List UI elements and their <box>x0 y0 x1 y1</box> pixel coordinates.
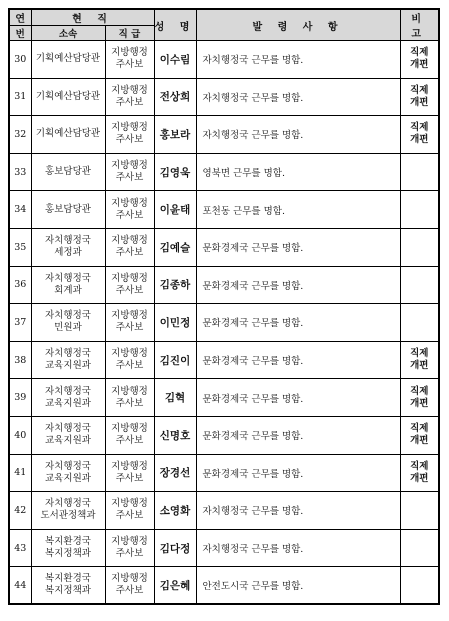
dept-line: 홍보담당관 <box>45 203 91 215</box>
dept-line: 도서관정책과 <box>40 510 96 522</box>
note-line: 직제 <box>410 460 429 472</box>
row-number: 32 <box>9 116 31 154</box>
row-note <box>400 78 439 116</box>
table-row <box>9 266 439 304</box>
header-name: 성 명 <box>154 9 196 41</box>
row-department <box>31 379 105 417</box>
note-line: 직제 <box>410 348 429 360</box>
grade-line: 지방행정 <box>111 423 148 435</box>
row-number: 34 <box>9 191 31 229</box>
dept-line: 복지정책과 <box>45 585 91 597</box>
table-row <box>9 454 439 492</box>
row-order: 자치행정국 근무를 명함. <box>196 492 400 530</box>
row-name: 김은혜 <box>154 567 196 605</box>
header-num-bottom: 번 <box>9 26 31 41</box>
dept-line: 자치행정국 <box>45 498 91 510</box>
grade-line: 주사보 <box>115 397 144 409</box>
row-grade <box>105 454 154 492</box>
grade-line: 지방행정 <box>111 122 148 134</box>
row-grade <box>105 228 154 266</box>
note-line: 개편 <box>410 472 429 484</box>
grade-line: 주사보 <box>115 510 144 522</box>
grade-line: 지방행정 <box>111 310 148 322</box>
dept-line: 복지환경국 <box>45 536 91 548</box>
row-name: 이민정 <box>154 304 196 342</box>
row-number: 43 <box>9 529 31 567</box>
note-line: 개편 <box>410 134 429 146</box>
row-name: 신명호 <box>154 416 196 454</box>
row-order: 문화경제국 근무를 명함. <box>196 266 400 304</box>
note-line: 직제 <box>410 122 429 134</box>
row-note <box>400 191 439 229</box>
table-row <box>9 191 439 229</box>
row-name: 이윤태 <box>154 191 196 229</box>
grade-line: 지방행정 <box>111 348 148 360</box>
row-department <box>31 529 105 567</box>
row-name: 김종하 <box>154 266 196 304</box>
row-number: 39 <box>9 379 31 417</box>
row-grade <box>105 191 154 229</box>
header-order: 발 령 사 항 <box>196 9 400 41</box>
table-row <box>9 228 439 266</box>
row-department <box>31 266 105 304</box>
table-header <box>9 9 439 41</box>
dept-line: 자치행정국 <box>45 460 91 472</box>
table-row <box>9 529 439 567</box>
row-order: 자치행정국 근무를 명함. <box>196 78 400 116</box>
row-number: 44 <box>9 567 31 605</box>
row-department <box>31 567 105 605</box>
table-row <box>9 153 439 191</box>
row-name: 김혁 <box>154 379 196 417</box>
note-line: 개편 <box>410 397 429 409</box>
table-row <box>9 341 439 379</box>
dept-line: 자치행정국 <box>45 385 91 397</box>
row-note <box>400 266 439 304</box>
note-line: 직제 <box>410 423 429 435</box>
row-grade <box>105 153 154 191</box>
row-grade <box>105 78 154 116</box>
table-row <box>9 116 439 154</box>
dept-line: 교육지원과 <box>45 472 91 484</box>
dept-line: 자치행정국 <box>45 272 91 284</box>
row-note <box>400 228 439 266</box>
grade-line: 지방행정 <box>111 498 148 510</box>
header-note: 비 고 <box>400 9 439 41</box>
row-name: 김영욱 <box>154 153 196 191</box>
row-department <box>31 116 105 154</box>
note-line: 개편 <box>410 360 429 372</box>
row-name: 전상희 <box>154 78 196 116</box>
grade-line: 주사보 <box>115 548 144 560</box>
row-order: 영북면 근무를 명함. <box>196 153 400 191</box>
dept-line: 기획예산담당관 <box>35 90 101 102</box>
row-department <box>31 78 105 116</box>
table-row <box>9 78 439 116</box>
row-order: 문화경제국 근무를 명함. <box>196 416 400 454</box>
row-department <box>31 454 105 492</box>
header-current-position: 현 직 <box>31 9 154 26</box>
note-line: 직제 <box>410 47 429 59</box>
row-department <box>31 228 105 266</box>
note-line: 직제 <box>410 84 429 96</box>
grade-line: 주사보 <box>115 96 144 108</box>
row-order: 안전도시국 근무를 명함. <box>196 567 400 605</box>
grade-line: 지방행정 <box>111 536 148 548</box>
table-row <box>9 41 439 79</box>
row-note <box>400 416 439 454</box>
row-grade <box>105 567 154 605</box>
row-note <box>400 304 439 342</box>
row-number: 40 <box>9 416 31 454</box>
grade-line: 주사보 <box>115 134 144 146</box>
row-note <box>400 341 439 379</box>
row-number: 37 <box>9 304 31 342</box>
row-order: 문화경제국 근무를 명함. <box>196 379 400 417</box>
header-dept: 소속 <box>31 26 105 41</box>
table-row <box>9 492 439 530</box>
dept-line: 기획예산담당관 <box>35 128 101 140</box>
row-department <box>31 341 105 379</box>
dept-line: 홍보담당관 <box>45 166 91 178</box>
dept-line: 교육지원과 <box>45 397 91 409</box>
row-name: 김진이 <box>154 341 196 379</box>
grade-line: 주사보 <box>115 284 144 296</box>
note-line: 개편 <box>410 435 429 447</box>
dept-line: 교육지원과 <box>45 435 91 447</box>
row-number: 33 <box>9 153 31 191</box>
grade-line: 주사보 <box>115 585 144 597</box>
row-order: 문화경제국 근무를 명함. <box>196 341 400 379</box>
row-number: 38 <box>9 341 31 379</box>
row-order: 자치행정국 근무를 명함. <box>196 116 400 154</box>
grade-line: 주사보 <box>115 209 144 221</box>
table-row <box>9 379 439 417</box>
row-name: 소영화 <box>154 492 196 530</box>
dept-line: 세정과 <box>54 247 82 259</box>
dept-line: 교육지원과 <box>45 360 91 372</box>
dept-line: 자치행정국 <box>45 310 91 322</box>
row-number: 36 <box>9 266 31 304</box>
row-grade <box>105 529 154 567</box>
dept-line: 기획예산담당관 <box>35 53 101 65</box>
note-line: 개편 <box>410 59 429 71</box>
row-order: 자치행정국 근무를 명함. <box>196 529 400 567</box>
row-department <box>31 304 105 342</box>
note-line: 직제 <box>410 385 429 397</box>
row-number: 31 <box>9 78 31 116</box>
row-note <box>400 116 439 154</box>
row-grade <box>105 266 154 304</box>
row-order: 포천동 근무를 명함. <box>196 191 400 229</box>
row-department <box>31 416 105 454</box>
dept-line: 복지환경국 <box>45 573 91 585</box>
dept-line: 민원과 <box>54 322 82 334</box>
row-grade <box>105 492 154 530</box>
row-order: 문화경제국 근무를 명함. <box>196 304 400 342</box>
table-row <box>9 567 439 605</box>
dept-line: 복지정책과 <box>45 548 91 560</box>
grade-line: 지방행정 <box>111 160 148 172</box>
grade-line: 지방행정 <box>111 47 148 59</box>
row-grade <box>105 416 154 454</box>
row-name: 홍보라 <box>154 116 196 154</box>
row-note <box>400 567 439 605</box>
row-department <box>31 191 105 229</box>
dept-line: 회계과 <box>54 284 82 296</box>
dept-line: 자치행정국 <box>45 235 91 247</box>
grade-line: 주사보 <box>115 435 144 447</box>
row-name: 이수림 <box>154 41 196 79</box>
row-number: 41 <box>9 454 31 492</box>
row-note <box>400 529 439 567</box>
row-order: 문화경제국 근무를 명함. <box>196 454 400 492</box>
row-note <box>400 379 439 417</box>
row-number: 35 <box>9 228 31 266</box>
grade-line: 주사보 <box>115 172 144 184</box>
row-note <box>400 41 439 79</box>
row-name: 장경선 <box>154 454 196 492</box>
table-row <box>9 304 439 342</box>
header-grade: 직 급 <box>105 26 154 41</box>
row-grade <box>105 304 154 342</box>
grade-line: 지방행정 <box>111 573 148 585</box>
table-row <box>9 416 439 454</box>
grade-line: 지방행정 <box>111 84 148 96</box>
grade-line: 지방행정 <box>111 385 148 397</box>
row-order: 자치행정국 근무를 명함. <box>196 41 400 79</box>
grade-line: 주사보 <box>115 59 144 71</box>
grade-line: 주사보 <box>115 322 144 334</box>
dept-line: 자치행정국 <box>45 423 91 435</box>
row-number: 42 <box>9 492 31 530</box>
personnel-order-sheet <box>8 8 438 605</box>
header-num-top: 연 <box>9 9 31 26</box>
grade-line: 주사보 <box>115 247 144 259</box>
row-grade <box>105 41 154 79</box>
row-order: 문화경제국 근무를 명함. <box>196 228 400 266</box>
row-name: 김예슬 <box>154 228 196 266</box>
row-department <box>31 492 105 530</box>
grade-line: 지방행정 <box>111 197 148 209</box>
row-note <box>400 153 439 191</box>
row-name: 김다정 <box>154 529 196 567</box>
row-department <box>31 41 105 79</box>
note-line: 개편 <box>410 96 429 108</box>
row-grade <box>105 341 154 379</box>
row-note <box>400 492 439 530</box>
row-grade <box>105 379 154 417</box>
grade-line: 지방행정 <box>111 272 148 284</box>
row-department <box>31 153 105 191</box>
grade-line: 지방행정 <box>111 235 148 247</box>
grade-line: 주사보 <box>115 360 144 372</box>
row-number: 30 <box>9 41 31 79</box>
dept-line: 자치행정국 <box>45 348 91 360</box>
grade-line: 지방행정 <box>111 460 148 472</box>
row-note <box>400 454 439 492</box>
grade-line: 주사보 <box>115 472 144 484</box>
personnel-table <box>8 8 440 605</box>
row-grade <box>105 116 154 154</box>
table-body <box>9 41 439 605</box>
